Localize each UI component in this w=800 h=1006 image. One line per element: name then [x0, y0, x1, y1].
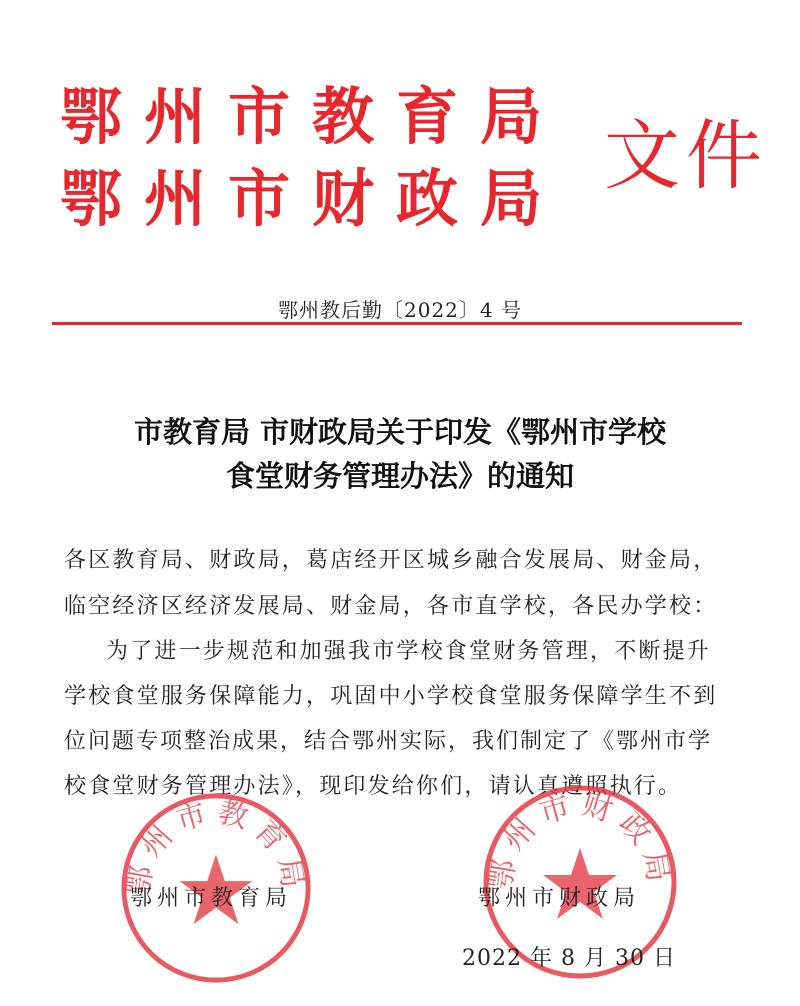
- red-divider-line: [52, 322, 742, 325]
- notice-title-line-1: 市教育局 市财政局关于印发《鄂州市学校: [133, 415, 667, 449]
- body-paragraph-line-1: 为了进一步规范和加强我市学校食堂财务管理，不断提升: [106, 639, 712, 664]
- body-paragraph-line-4: 校食堂财务管理办法》，现印发给你们，请认真遵照执行。: [64, 774, 683, 799]
- notice-title-line-2: 食堂财务管理办法》的通知: [225, 459, 574, 493]
- recipients-line-1: 各区教育局、财政局，葛店经开区城乡融合发展局、财金局，: [64, 548, 718, 573]
- issue-date: 2022 年 8 月 30 日: [462, 946, 676, 971]
- issuing-org-line-2: 鄂州市财政局: [60, 162, 565, 235]
- issuing-org-line-1: 鄂州市教育局: [60, 80, 565, 153]
- doc-type-label: 文件: [604, 111, 768, 200]
- signer-education-bureau: 鄂州市教育局: [130, 886, 293, 911]
- body-paragraph-line-2: 学校食堂服务保障能力，巩固中小学校食堂服务保障学生不到: [64, 684, 718, 709]
- signer-finance-bureau: 鄂州市财政局: [478, 886, 641, 911]
- recipients-line-2: 临空经济区经济发展局、财金局，各市直学校，各民办学校：: [64, 594, 718, 619]
- seal-1-text: 鄂州市教育局: [120, 794, 312, 898]
- document-number: 鄂州教后勤〔2022〕4 号: [278, 298, 522, 322]
- seal-2-text: 鄂州市财政局: [483, 787, 677, 893]
- body-paragraph-line-3: 位问题专项整治成果，结合鄂州实际，我们制定了《鄂州市学: [64, 729, 713, 754]
